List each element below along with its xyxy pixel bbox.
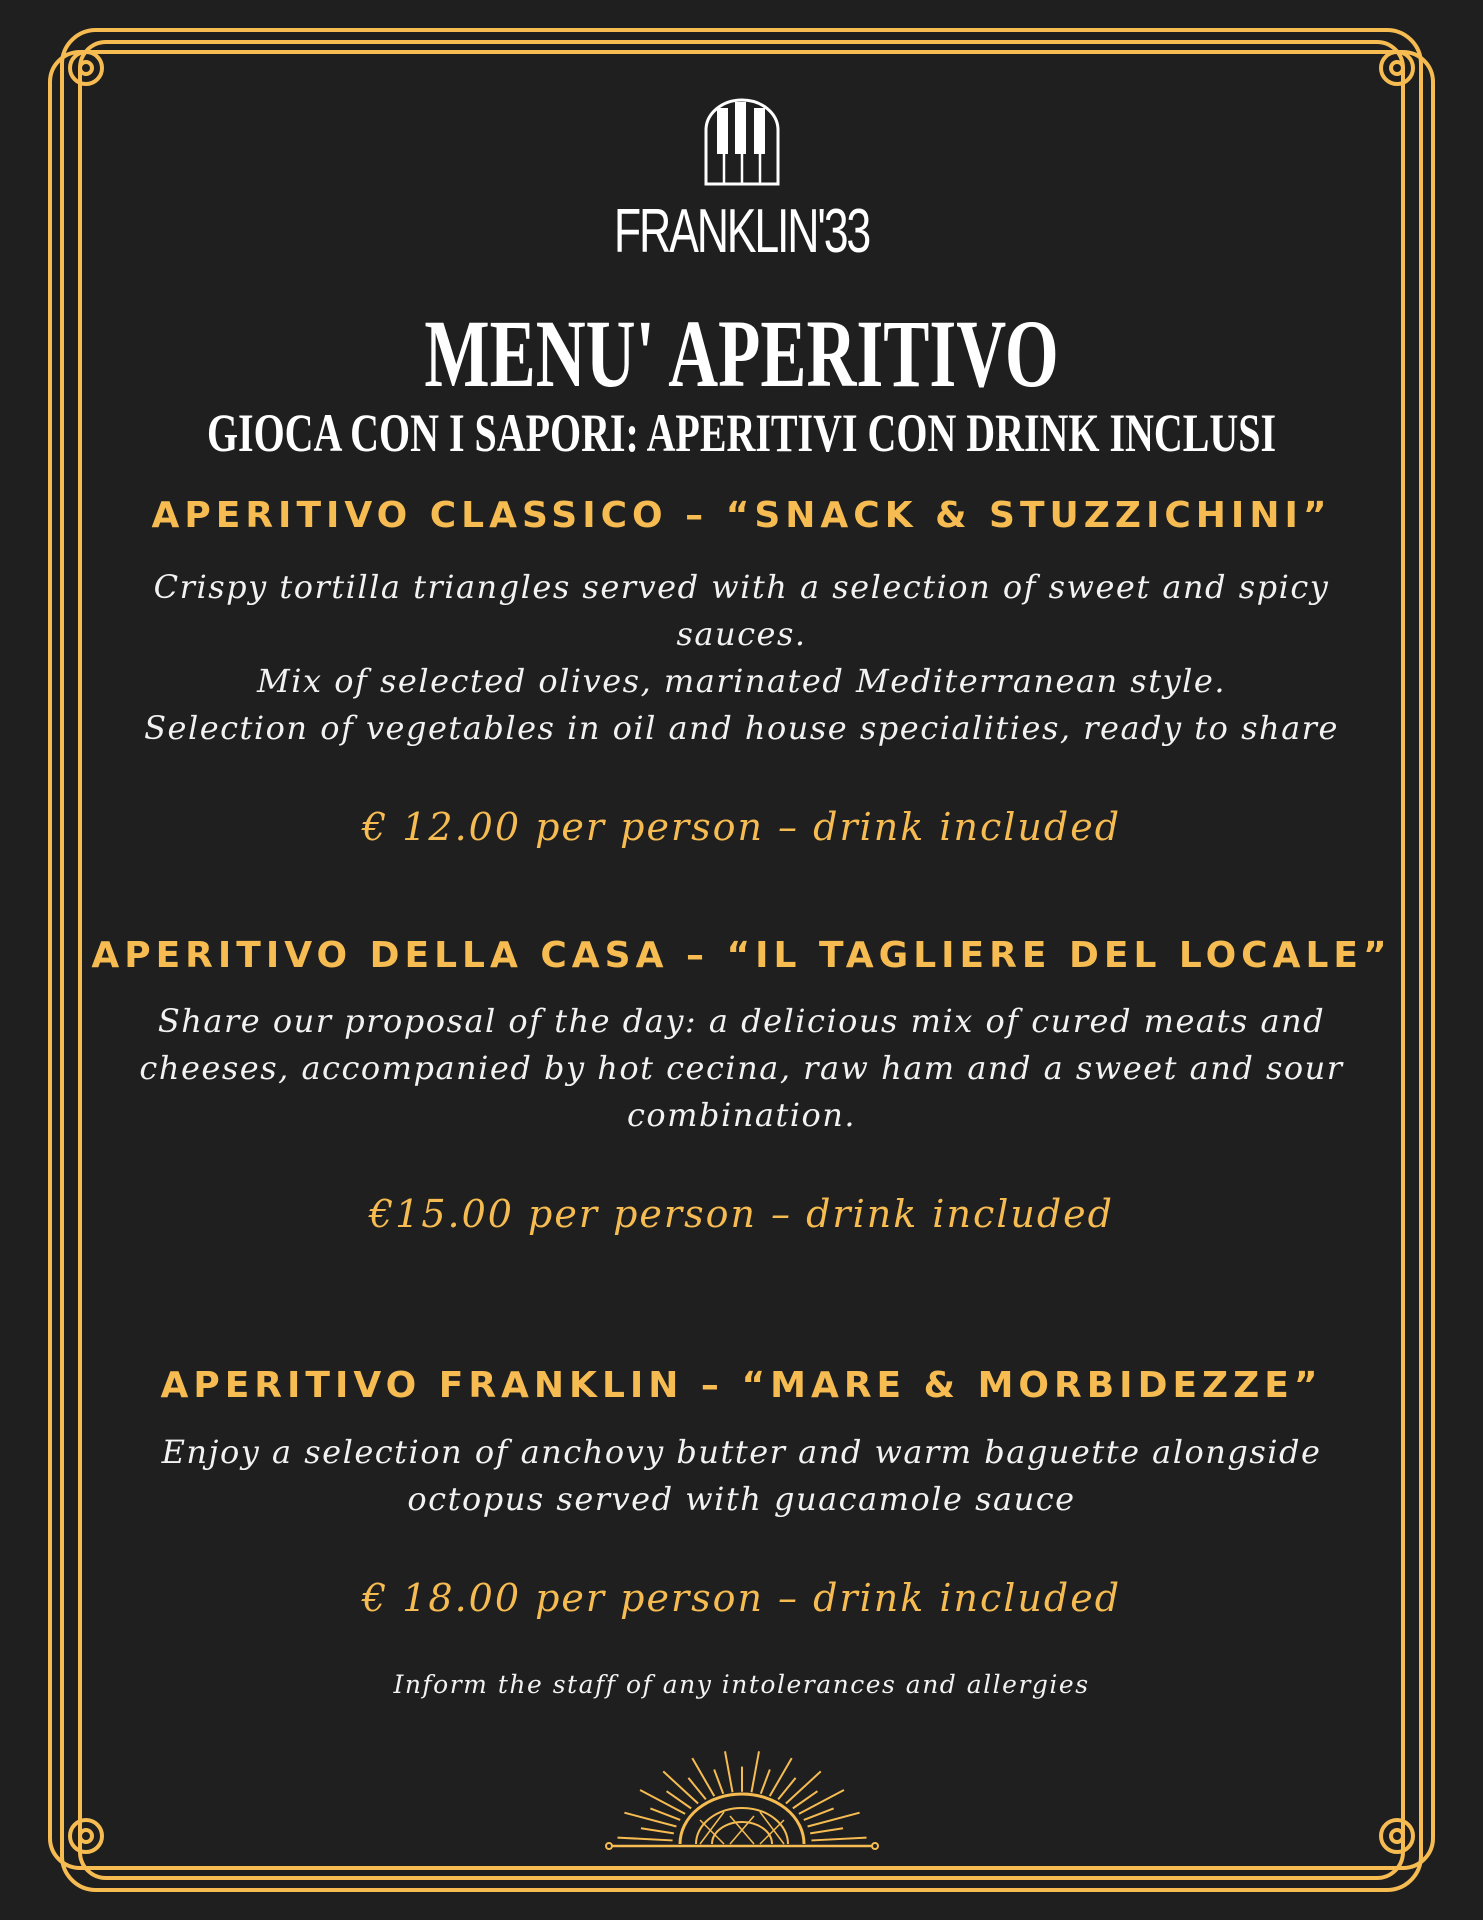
section-heading-della-casa: APERITIVO DELLA CASA – “IL TAGLIERE DEL LOCALE”: [91, 935, 1392, 976]
description-line: Crispy tortilla triangles served with a selection of sweet and spicy: [153, 568, 1330, 606]
description-line: Enjoy a selection of anchovy butter and warm baguette alongside: [161, 1433, 1322, 1471]
sunburst-ray: [811, 1838, 866, 1841]
section-description-della-casa: [120, 998, 1363, 1139]
sunburst-ray: [770, 1758, 792, 1796]
sunburst-ray: [804, 1808, 834, 1820]
sunburst-ray: [786, 1771, 821, 1803]
description-line: cheeses, accompanied by hot cecina, raw ham and a sweet and sour: [139, 1049, 1344, 1087]
description-line: octopus served with guacamole sauce: [407, 1480, 1076, 1518]
sunburst-ray: [725, 1751, 733, 1792]
description-line: Mix of selected olives, marinated Mediterranean style.: [256, 662, 1226, 700]
sunburst-ray: [714, 1769, 723, 1793]
description-line: Selection of vegetables in oil and house specialities, ready to share: [144, 709, 1339, 747]
page-title: MENU' APERITIVO: [424, 300, 1059, 407]
sunburst-ray: [810, 1828, 843, 1833]
sunburst-ray: [640, 1790, 685, 1814]
allergy-note: Inform the staff of any intolerances and allergies: [393, 1670, 1090, 1699]
sunburst-ray: [692, 1758, 714, 1796]
section-description-franklin: [120, 1429, 1363, 1523]
description-line: sauces.: [676, 615, 807, 653]
section-heading-franklin: APERITIVO FRANKLIN – “MARE & MORBIDEZZE”: [160, 1365, 1323, 1406]
sunburst-ray: [663, 1771, 698, 1803]
section-description-classico: [120, 564, 1363, 752]
brand-name: FRANKLIN'33: [613, 197, 870, 266]
section-price-della-casa: €15.00 per person – drink included: [369, 1192, 1114, 1236]
sunburst-ray: [751, 1751, 759, 1792]
sunburst-ray: [641, 1828, 674, 1833]
piano-keys-icon: [702, 96, 782, 188]
description-line: combination.: [626, 1096, 857, 1134]
sunburst-ray: [761, 1769, 770, 1793]
description-line: Share our proposal of the day: a delicious mix of cured meats and: [157, 1002, 1326, 1040]
logo: [0, 96, 1483, 188]
sunburst-ray: [799, 1790, 844, 1814]
sunburst-ray: [617, 1838, 672, 1841]
page-subtitle: GIOCA CON I SAPORI: APERITIVI CON DRINK INCLUSI: [206, 403, 1277, 463]
section-heading-classico: APERITIVO CLASSICO – “SNACK & STUZZICHINI”: [151, 495, 1332, 536]
sunburst-ray: [650, 1808, 680, 1820]
sunburst-ornament-icon: [600, 1740, 884, 1854]
section-price-classico: € 12.00 per person – drink included: [361, 805, 1122, 849]
section-price-franklin: € 18.00 per person – drink included: [361, 1576, 1122, 1620]
